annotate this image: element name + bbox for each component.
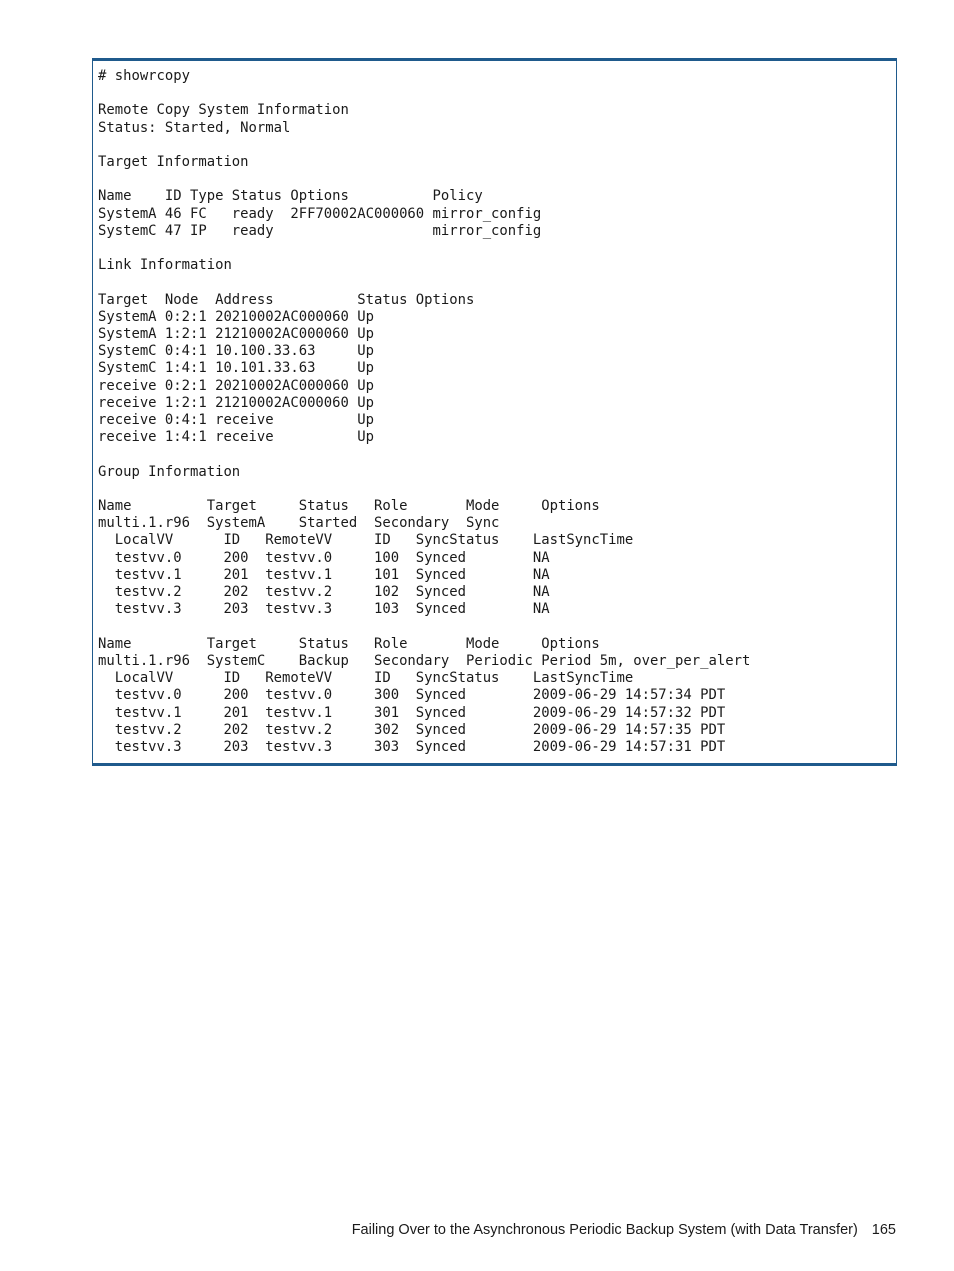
page-footer xyxy=(352,1222,896,1238)
code-line: Name Target Status Role Mode Options xyxy=(98,635,600,652)
code-line: Target Node Address Status Options xyxy=(98,291,475,308)
code-line: Group Information xyxy=(98,463,241,480)
footer-title: Failing Over to the Asynchronous Periodic Backup System (with Data Transfer) xyxy=(351,1222,858,1238)
code-line: Name ID Type Status Options Policy xyxy=(98,188,483,205)
code-line: testvv.1 201 testvv.1 301 Synced 2009-06-29 14:57:32 PDT xyxy=(98,704,726,721)
code-line: receive 0:4:1 receive Up xyxy=(98,412,374,429)
code-line: SystemC 1:4:1 10.101.33.63 Up xyxy=(98,360,374,377)
code-line: testvv.0 200 testvv.0 300 Synced 2009-06-29 14:57:34 PDT xyxy=(98,687,726,704)
code-line: testvv.0 200 testvv.0 100 Synced NA xyxy=(98,549,550,566)
code-line: receive 1:4:1 receive Up xyxy=(98,429,374,446)
code-line: # showrcopy xyxy=(98,68,190,84)
code-example-box xyxy=(92,58,897,766)
code-line: Link Information xyxy=(98,257,232,274)
code-text xyxy=(98,68,750,756)
code-line: testvv.3 203 testvv.3 103 Synced NA xyxy=(98,601,550,618)
code-line: Remote Copy System Information xyxy=(98,102,349,119)
page-number: 165 xyxy=(871,1222,896,1238)
code-line: LocalVV ID RemoteVV ID SyncStatus LastSyncTime xyxy=(98,670,634,687)
code-line: SystemA 1:2:1 21210002AC000060 Up xyxy=(98,326,374,343)
code-line: receive 1:2:1 21210002AC000060 Up xyxy=(98,394,374,411)
code-line: receive 0:2:1 20210002AC000060 Up xyxy=(98,377,374,394)
code-line: SystemC 0:4:1 10.100.33.63 Up xyxy=(98,343,374,360)
code-line: Status: Started, Normal xyxy=(98,119,291,136)
code-line: multi.1.r96 SystemA Started Secondary Sync xyxy=(98,515,500,532)
code-line: LocalVV ID RemoteVV ID SyncStatus LastSyncTime xyxy=(98,532,634,549)
code-line: SystemA 0:2:1 20210002AC000060 Up xyxy=(98,308,374,325)
code-line: Name Target Status Role Mode Options xyxy=(98,498,600,515)
code-line: SystemA 46 FC ready 2FF70002AC000060 mirror_config xyxy=(98,205,542,222)
code-line: testvv.2 202 testvv.2 302 Synced 2009-06-29 14:57:35 PDT xyxy=(98,721,726,738)
code-line: testvv.1 201 testvv.1 101 Synced NA xyxy=(98,566,550,583)
code-line: SystemC 47 IP ready mirror_config xyxy=(98,222,542,239)
code-line: Target Information xyxy=(98,154,249,171)
code-line: testvv.3 203 testvv.3 303 Synced 2009-06-29 14:57:31 PDT xyxy=(98,738,726,755)
code-line: multi.1.r96 SystemC Backup Secondary Periodic Period 5m, over_per_alert xyxy=(98,652,751,669)
code-line: testvv.2 202 testvv.2 102 Synced NA xyxy=(98,584,550,601)
